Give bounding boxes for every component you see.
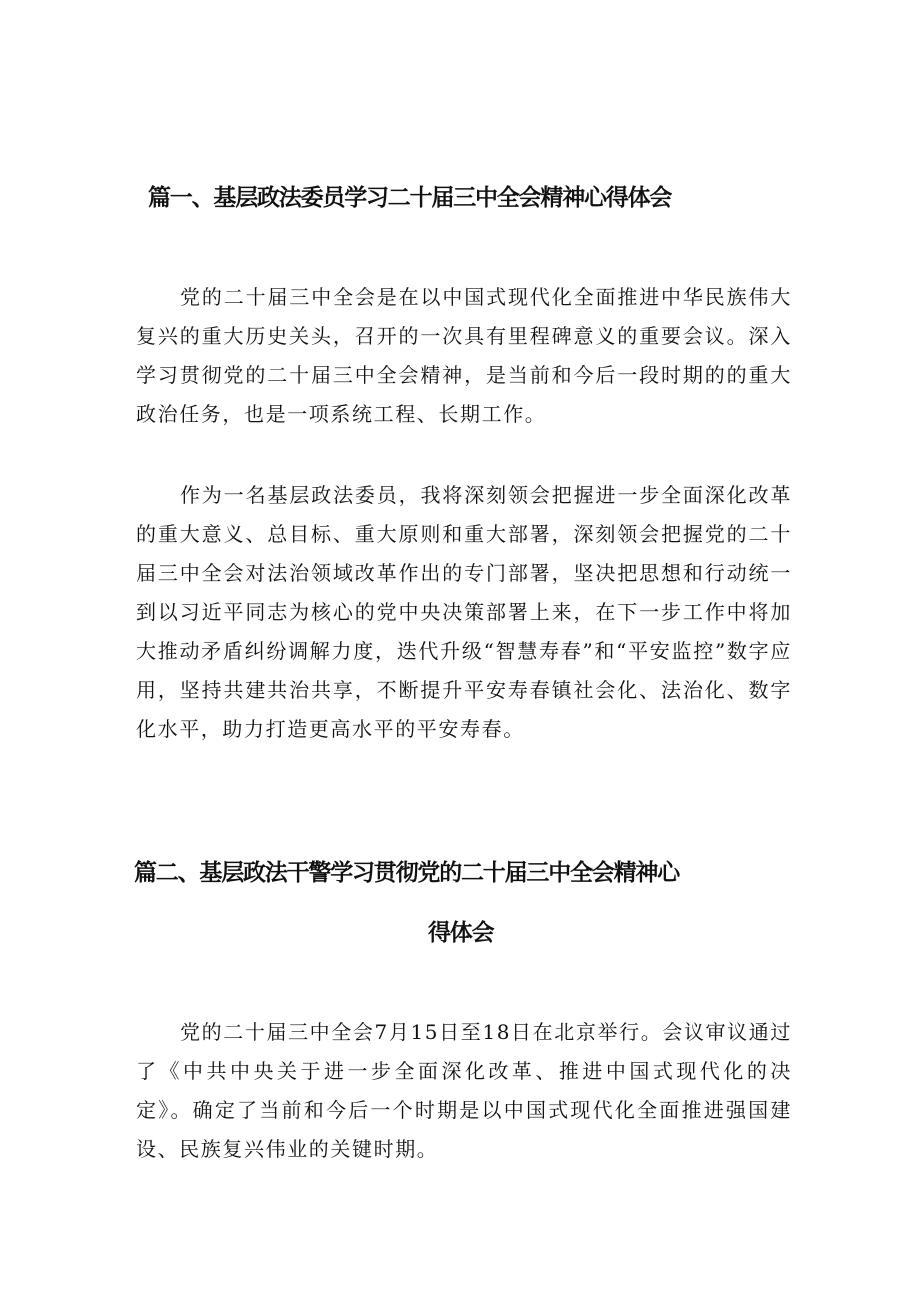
section-1-title: 篇一、基层政法委员学习二十届三中全会精神心得体会 bbox=[148, 185, 672, 211]
section-2-paragraph-1: 党的二十届三中全会7月15日至18日在北京举行。会议审议通过了《中共中央关于进一步全面深化改革、推进中国式现代化的决定》。确定了当前和今后一个时期是以中国式现代化全面推进强国建设、民族复兴伟业的关键时期。 bbox=[136, 1020, 792, 1161]
section-1-paragraph-2: 作为一名基层政法委员，我将深刻领会把握进一步全面深化改革的重大意义、总目标、重大原则和重大部署，深刻领会把握党的二十届三中全会对法治领域改革作出的专门部署，坚决把思想和行动统一到以习近平同志为核心的党中央决策部署上来，在下一步工作中将加大推动矛盾纠纷调解力度，迭代升级“智慧寿春”和“平安监控”数字应用，坚持共建共治共享，不断提升平安寿春镇社会化、法治化、数字化水平，助力打造更高水平的平安寿春。 bbox=[136, 483, 792, 741]
section-1-paragraph-1: 党的二十届三中全会是在以中国式现代化全面推进中华民族伟大复兴的重大历史关头，召开的一次具有里程碑意义的重要会议。深入学习贯彻党的二十届三中全会精神，是当前和今后一段时期的的重大政治任务，也是一项系统工程、长期工作。 bbox=[136, 285, 792, 426]
section-2-title-line-1: 篇二、基层政法干警学习贯彻党的二十届三中全会精神心 bbox=[134, 860, 680, 886]
section-2-title-line-2: 得体会 bbox=[428, 920, 494, 946]
